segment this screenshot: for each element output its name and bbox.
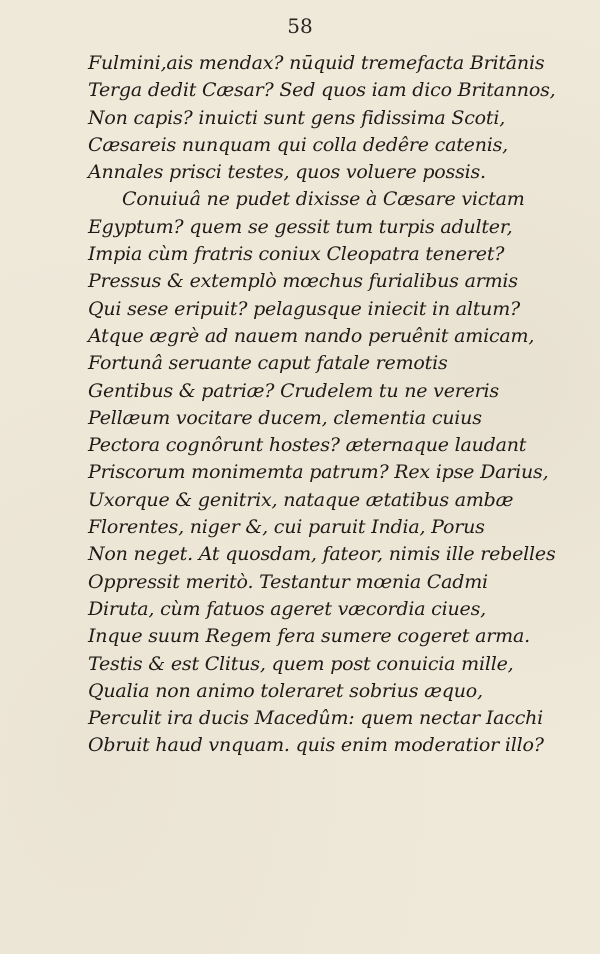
verse-line: Impia cùm fratris coniux Cleopatra teneret?: [88, 243, 505, 266]
verse-line: Pellæum vocitare ducem, clementia cuius: [88, 406, 482, 429]
verse-line: Oppressit meritò. Testantur mœnia Cadmi: [88, 570, 488, 593]
verse-line: Testis & est Clitus, quem post conuicia mille,: [88, 652, 514, 675]
verse-line: Non capis? inuicti sunt gens fidissima Scoti,: [88, 106, 506, 129]
verse-line: Inque suum Regem fera sumere cogeret arma.: [88, 625, 530, 648]
verse-line: Gentibus & patriæ? Crudelem tu ne vereris: [88, 379, 499, 402]
verse-line: Diruta, cùm fatuos ageret væcordia ciues,: [88, 597, 486, 620]
verse-text-block: [88, 50, 588, 760]
verse-line: Annales prisci testes, quos voluere possis.: [88, 161, 486, 184]
verse-line: Fortunâ seruante caput fatale remotis: [88, 352, 448, 375]
verse-line: Priscorum monimemta patrum? Rex ipse Darius,: [88, 461, 549, 484]
verse-line: Cæsareis nunquam qui colla dedêre catenis,: [88, 133, 509, 156]
verse-line: Conuiuâ ne pudet dixisse à Cæsare victam: [122, 188, 525, 211]
verse-line: Florentes, niger &, cui paruit India, Porus: [88, 516, 485, 539]
verse-line: Qui sese eripuit? pelagusque iniecit in altum?: [88, 297, 521, 320]
verse-line: Perculit ira ducis Macedûm: quem nectar Iacchi: [88, 707, 544, 730]
page-number: 58: [287, 14, 313, 38]
verse-line: Atque ægrè ad nauem nando peruênit amicam,: [88, 324, 535, 347]
verse-line: Uxorque & genitrix, nataque ætatibus ambæ: [88, 488, 514, 511]
verse-line: Pectora cognôrunt hostes? æternaque laudant: [88, 434, 527, 457]
verse-line: Obruit haud vnquam. quis enim moderatior illo?: [88, 734, 544, 757]
verse-line: Pressus & extemplò mœchus furialibus armis: [88, 270, 518, 293]
verse-line: Fulmini‚ais mendax? nūquid tremefacta Britānis: [88, 52, 545, 74]
verse-line: Non neget. At quosdam, fateor, nimis ille rebelles: [88, 543, 556, 566]
verse-line: Qualia non animo toleraret sobrius æquo,: [88, 679, 483, 702]
verse-line: Terga dedit Cæsar? Sed quos iam dico Britannos,: [88, 79, 556, 102]
verse-line: Egyptum? quem se gessit tum turpis adulter,: [88, 215, 513, 238]
